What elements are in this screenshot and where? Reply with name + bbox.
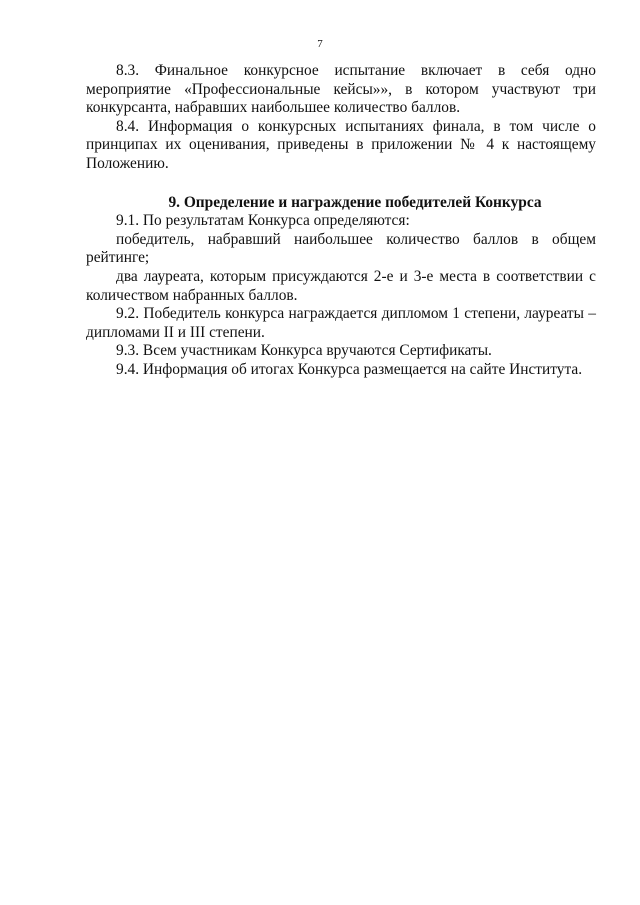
paragraph-9-1: 9.1. По результатам Конкурса определяются: xyxy=(116,212,410,230)
page-content xyxy=(86,62,596,380)
paragraph-9-2: 9.2. Победитель конкурса награждается дипломом 1 степени, лауреаты – дипломами II и III степени. xyxy=(86,305,596,341)
paragraph-8-4: 8.4. Информация о конкурсных испытаниях финала, в том числе о принципах их оценивания, приведены в приложении № 4 к настоящему Положению. xyxy=(86,117,596,172)
section-9-title: 9. Определение и награждение победителей Конкурса xyxy=(168,193,542,211)
paragraph-9-3: 9.3. Всем участникам Конкурса вручаются Сертификаты. xyxy=(116,342,492,360)
paragraph-9-1-laureates: два лауреата, которым присуждаются 2-е и 3-е места в соответствии с количеством набранных баллов. xyxy=(86,267,596,304)
paragraph-9-4: 9.4. Информация об итогах Конкурса размещается на сайте Института. xyxy=(116,360,583,378)
paragraph-8-3: 8.3. Финальное конкурсное испытание включает в себя одно мероприятие «Профессиональные кейсы»», в котором участвуют три конкурсанта, набравших наибольшее количество баллов. xyxy=(86,62,596,117)
paragraph-9-1-winner: победитель, набравший наибольшее количество баллов в общем рейтинге; xyxy=(86,230,596,267)
page-number: 7 xyxy=(317,38,323,50)
